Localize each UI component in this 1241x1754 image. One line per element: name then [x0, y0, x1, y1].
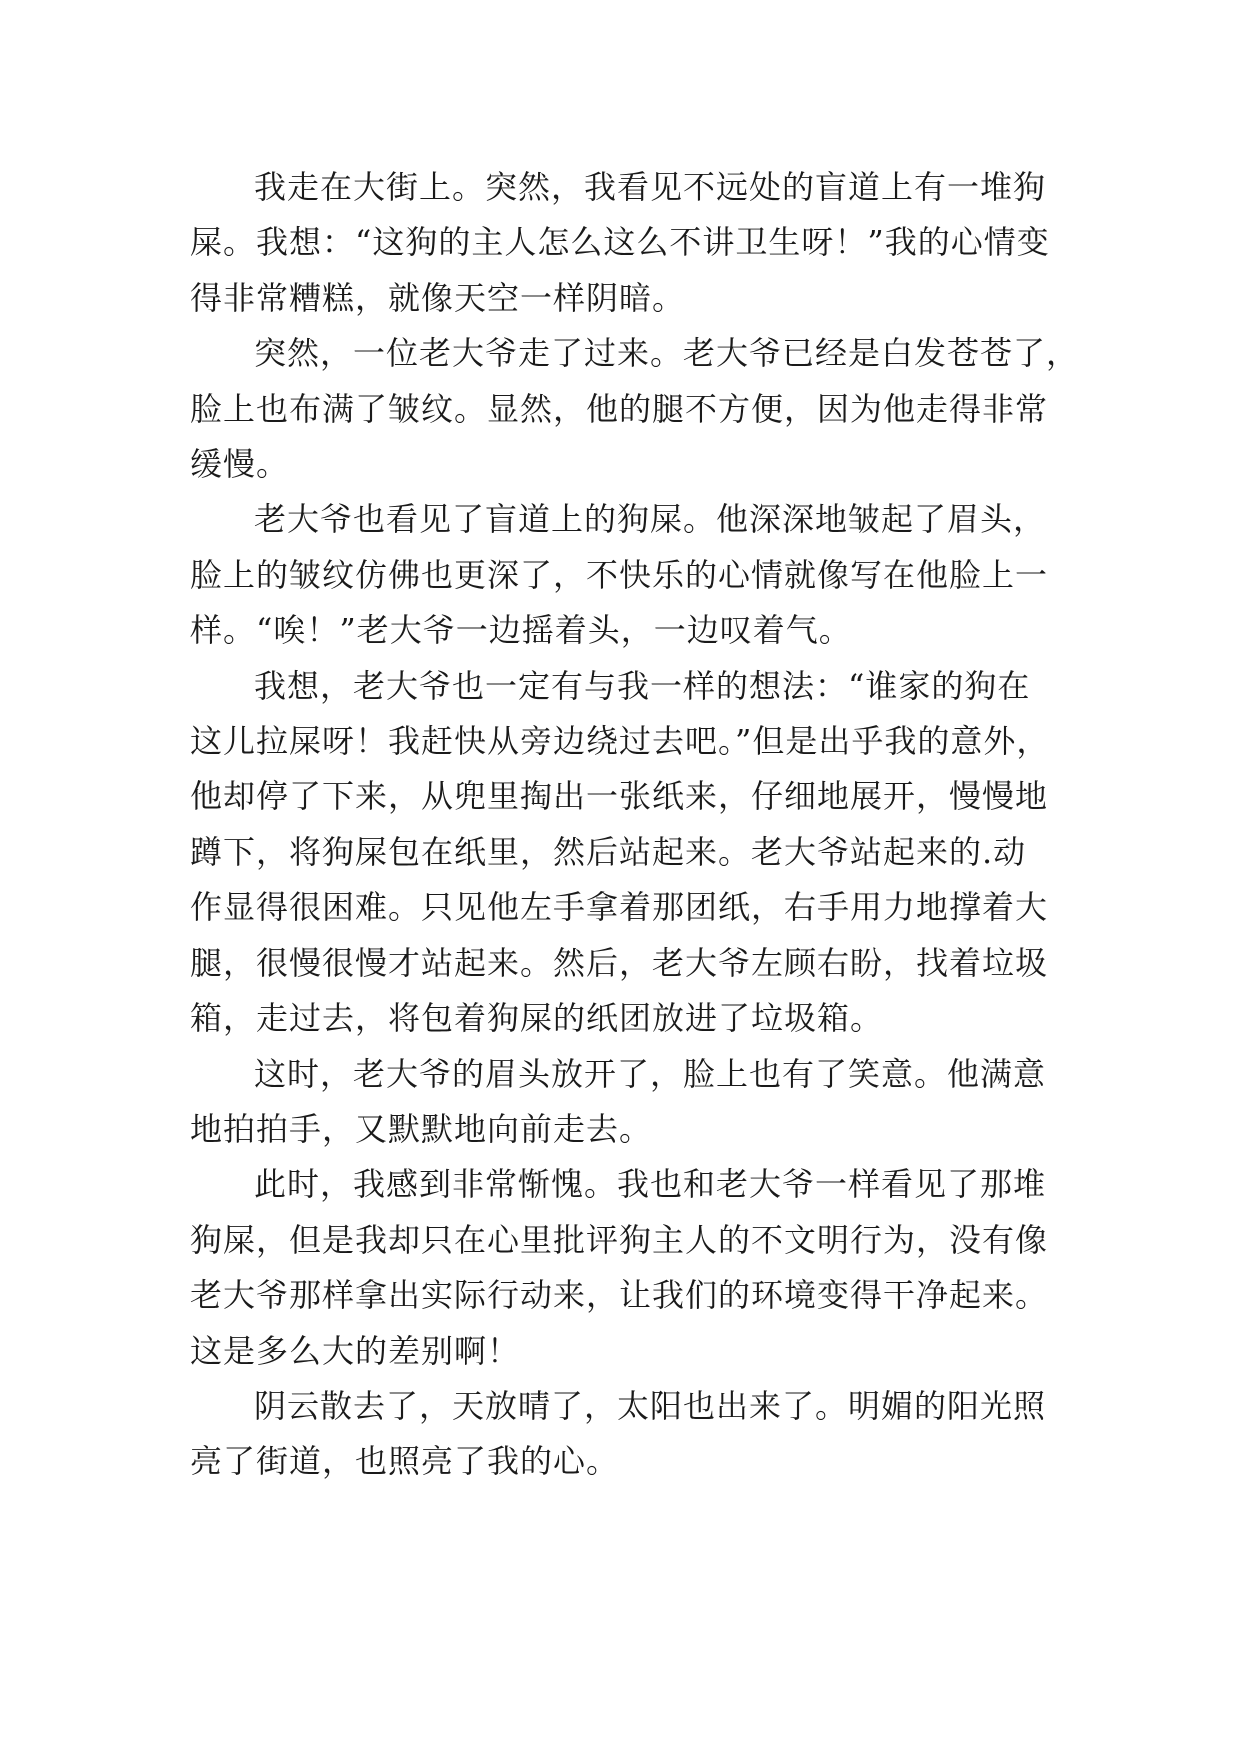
paragraph-line: 腿，很慢很慢才站起来。然后，老大爷左顾右盼，找着垃圾: [190, 943, 1049, 982]
paragraph-line: 这时，老大爷的眉头放开了，脸上也有了笑意。他满意: [254, 1054, 1047, 1093]
paragraph-line: 脸上也布满了皱纹。显然，他的腿不方便，因为他走得非常: [190, 389, 1049, 428]
paragraph: [190, 659, 1060, 1047]
paragraph-line: 我走在大街上。突然，我看见不远处的盲道上有一堆狗: [254, 168, 1047, 206]
paragraph-line: 狗屎，但是我却只在心里批评狗主人的不文明行为，没有像: [190, 1220, 1049, 1259]
paragraph-line: 样。“唉！”老大爷一边摇着头，一边叹着气。: [190, 611, 852, 650]
paragraph-line: 这儿拉屎呀！我赶快从旁边绕过去吧。”但是出乎我的意外，: [190, 722, 1050, 761]
paragraph-line: 脸上的皱纹仿佛也更深了，不快乐的心情就像写在他脸上一: [190, 555, 1049, 594]
paragraph: [190, 1379, 1060, 1490]
paragraph-line: 突然，一位老大爷走了过来。老大爷已经是白发苍苍了，: [254, 334, 1080, 373]
paragraph-line: 屎。我想：“这狗的主人怎么这么不讲卫生呀！”我的心情变: [190, 223, 1050, 262]
paragraph-line: 地拍拍手，又默默地向前走去。: [190, 1109, 653, 1148]
paragraph-line: 缓慢。: [190, 445, 290, 484]
paragraph-line: 箱，走过去，将包着狗屎的纸团放进了垃圾箱。: [190, 999, 884, 1038]
paragraph: [190, 160, 1060, 326]
paragraph: [190, 492, 1060, 658]
paragraph-line: 这是多么大的差别啊！: [190, 1331, 521, 1370]
paragraph-line: 此时，我感到非常惭愧。我也和老大爷一样看见了那堆: [254, 1165, 1047, 1204]
paragraph-line: 阴云散去了，天放晴了，太阳也出来了。明媚的阳光照: [254, 1386, 1047, 1425]
paragraph-line: 亮了街道，也照亮了我的心。: [190, 1442, 620, 1481]
paragraph: [190, 1047, 1060, 1158]
paragraph-line: 得非常糟糕，就像天空一样阴暗。: [190, 278, 686, 317]
paragraph-line: 他却停了下来，从兜里掏出一张纸来，仔细地展开，慢慢地: [190, 777, 1049, 816]
paragraph: [190, 326, 1080, 492]
paragraph: [190, 1157, 1060, 1379]
paragraph-line: 我想，老大爷也一定有与我一样的想法：“谁家的狗在: [254, 666, 1031, 705]
paragraph-line: 作显得很困难。只见他左手拿着那团纸，右手用力地撑着大: [190, 888, 1049, 927]
paragraph-line: 蹲下，将狗屎包在纸里，然后站起来。老大爷站起来的.动: [190, 832, 1027, 871]
document-body: [190, 160, 1080, 1490]
paragraph-line: 老大爷也看见了盲道上的狗屎。他深深地皱起了眉头，: [254, 500, 1047, 539]
paragraph-line: 老大爷那样拿出实际行动来，让我们的环境变得干净起来。: [190, 1276, 1049, 1315]
